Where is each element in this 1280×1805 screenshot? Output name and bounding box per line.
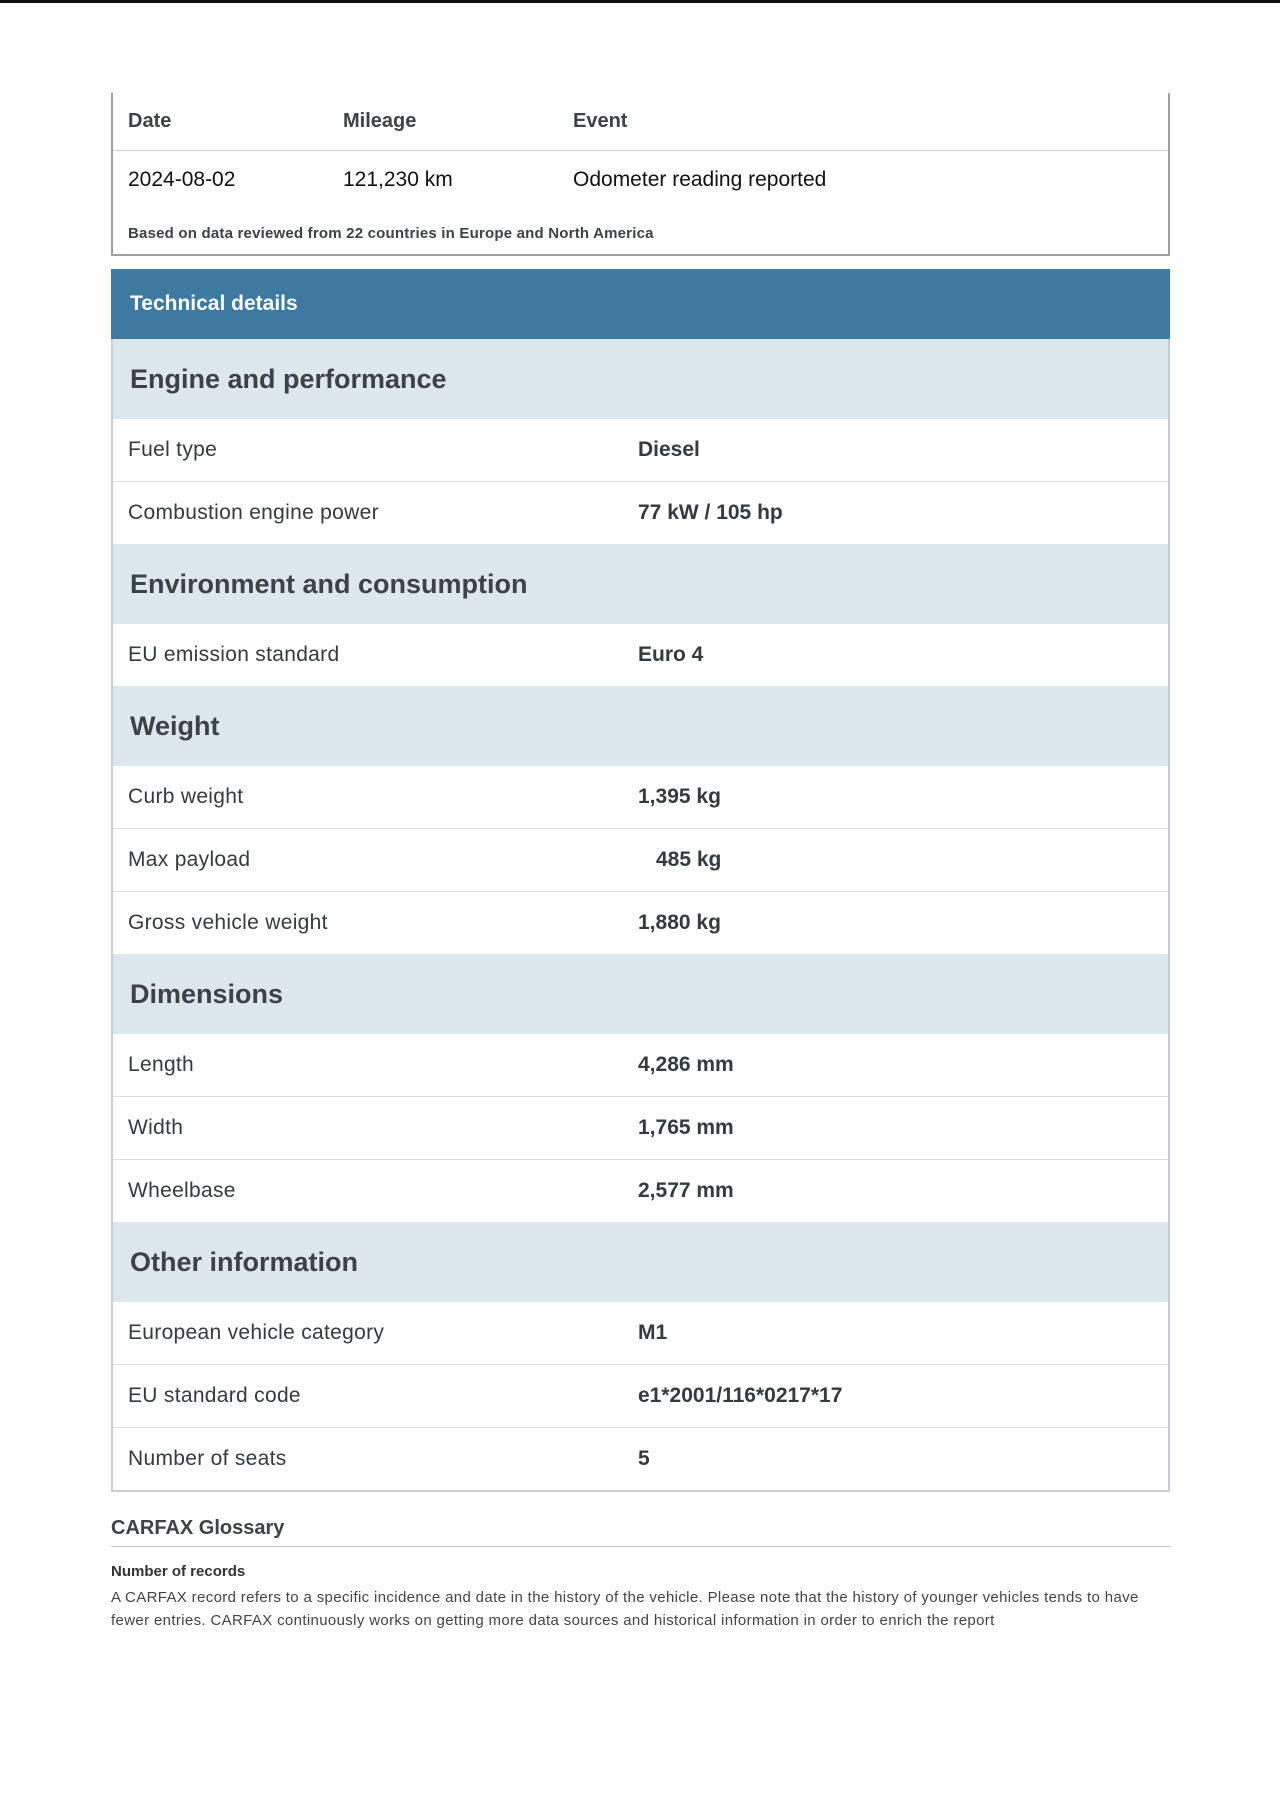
spec-value: 2,577 mm (638, 1179, 734, 1202)
spec-label: EU emission standard (128, 643, 340, 666)
glossary-definition: A CARFAX record refers to a specific incidence and date in the history of the vehicle. Please note that the history of younger vehicles tends to have fewer entries. CARFAX continuously works on getting more data sources and historical information in order to enrich the report (111, 1589, 1139, 1629)
spec-label: Number of seats (128, 1447, 287, 1470)
odometer-table (111, 93, 1170, 256)
spec-label: Curb weight (128, 785, 244, 808)
column-header-date: Date (128, 110, 172, 132)
table-row (113, 151, 1168, 209)
top-border-line (0, 0, 1280, 3)
technical-details-panel (111, 269, 1170, 1492)
technical-details-title: Technical details (111, 269, 1170, 339)
spec-row-gross-vehicle-weight (113, 892, 1168, 954)
section-weight: Weight (113, 686, 1168, 766)
odometer-header-row (113, 93, 1168, 151)
column-header-event: Event (573, 110, 628, 132)
record-date: 2024-08-02 (128, 168, 236, 191)
spec-label: Combustion engine power (128, 501, 379, 524)
spec-label: Fuel type (128, 438, 218, 461)
record-event: Odometer reading reported (573, 168, 827, 191)
spec-row-curb-weight (113, 766, 1168, 829)
record-mileage: 121,230 km (343, 168, 453, 191)
spec-row-emission-standard (113, 624, 1168, 686)
spec-value: 4,286 mm (638, 1053, 734, 1076)
spec-label: Width (128, 1116, 184, 1139)
spec-row-length (113, 1034, 1168, 1097)
column-header-mileage: Mileage (343, 110, 417, 132)
glossary-section (111, 1517, 1170, 1632)
spec-label: Wheelbase (128, 1179, 236, 1202)
section-dimensions: Dimensions (113, 954, 1168, 1034)
section-environment-and-consumption: Environment and consumption (113, 544, 1168, 624)
glossary-title: CARFAX Glossary (111, 1517, 1170, 1547)
glossary-term: Number of records (111, 1563, 246, 1580)
spec-value: Diesel (638, 438, 700, 461)
spec-value: e1*2001/116*0217*17 (638, 1384, 843, 1407)
report-page (111, 93, 1170, 1632)
spec-value: 1,395 kg (638, 785, 721, 808)
spec-row-width (113, 1097, 1168, 1160)
spec-row-engine-power (113, 482, 1168, 544)
spec-label: Max payload (128, 848, 251, 871)
spec-value: 77 kW / 105 hp (638, 501, 783, 524)
section-other-information: Other information (113, 1222, 1168, 1302)
spec-label: Gross vehicle weight (128, 911, 328, 934)
spec-value: M1 (638, 1321, 668, 1344)
spec-value: 1,880 kg (638, 911, 721, 934)
spec-row-wheelbase (113, 1160, 1168, 1222)
spec-value: 5 (638, 1447, 650, 1470)
spec-label: EU standard code (128, 1384, 301, 1407)
spec-row-vehicle-category (113, 1302, 1168, 1365)
spec-label: European vehicle category (128, 1321, 385, 1344)
odometer-source-note: Based on data reviewed from 22 countries in Europe and North America (128, 225, 654, 242)
spec-row-number-of-seats (113, 1428, 1168, 1490)
spec-row-max-payload (113, 829, 1168, 892)
spec-row-fuel-type (113, 419, 1168, 482)
spec-value: 485 kg (656, 848, 722, 871)
section-engine-and-performance: Engine and performance (113, 339, 1168, 419)
spec-value: Euro 4 (638, 643, 704, 666)
spec-value: 1,765 mm (638, 1116, 734, 1139)
spec-label: Length (128, 1053, 195, 1076)
spec-row-eu-standard-code (113, 1365, 1168, 1428)
